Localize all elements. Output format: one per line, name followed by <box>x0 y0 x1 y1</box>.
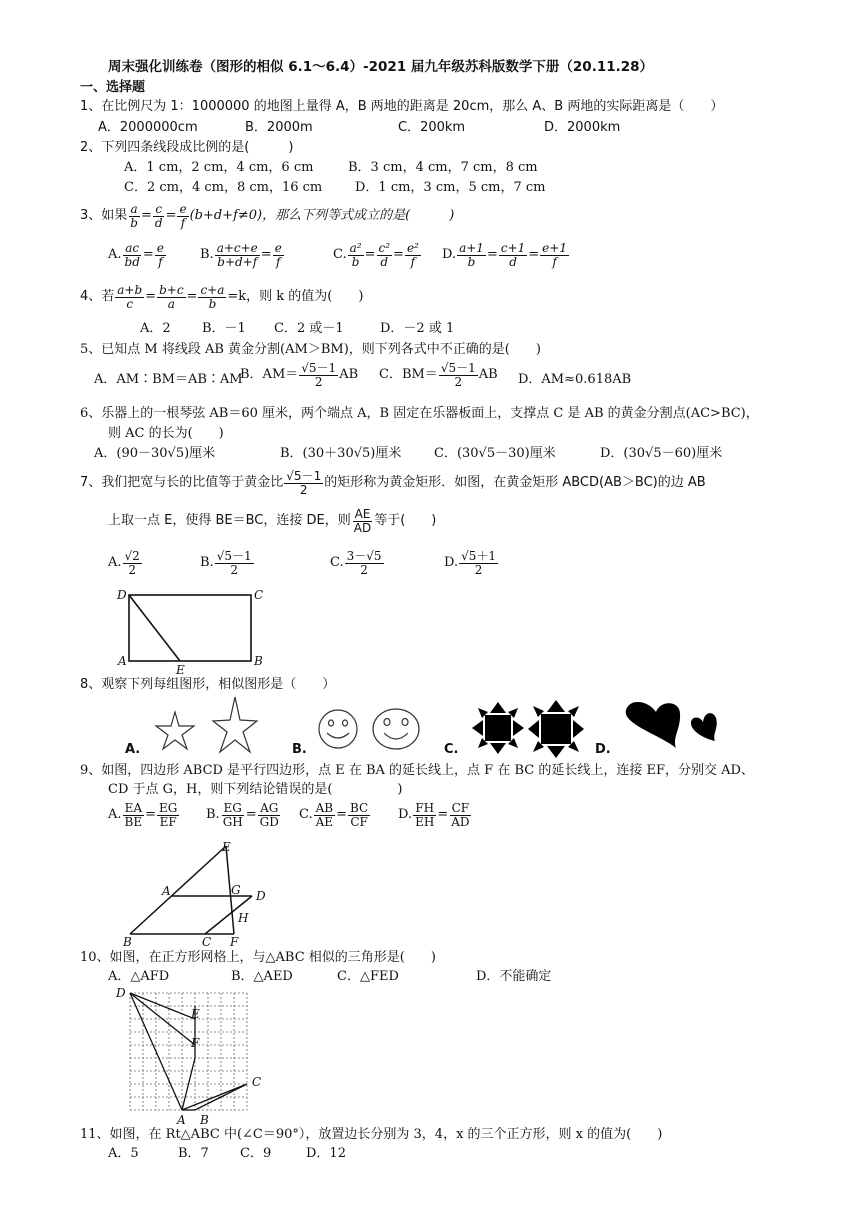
q9-label-e: E <box>222 840 231 854</box>
q3-fraction-c-d: $\frac{c}{d}$ <box>154 202 163 230</box>
q5-option-b-prefix: B．AM＝ <box>240 366 299 382</box>
q7-option-d[interactable]: D. $\frac{√5+1}{2}$ <box>444 549 497 577</box>
q7-stem-line2: 上取一点 E，使得 BE＝BC，连接 DE，则 $\frac{AE}{AD}$ 等于( ) <box>108 507 437 535</box>
q2-option-b[interactable]: B．3 cm，4 cm，7 cm，8 cm <box>348 160 538 175</box>
q3-option-c-label: C. <box>333 246 347 262</box>
q9-option-a[interactable]: A. $\frac{EA}{BE}$ = $\frac{EG}{EF}$ <box>108 801 178 829</box>
q10-label-a: A <box>177 1113 186 1127</box>
q9-option-b-label: B. <box>206 806 220 822</box>
q9-label-f: F <box>230 935 239 949</box>
q2-stem: 2、下列四条线段成比例的是( ) <box>80 140 294 155</box>
q11-option-d[interactable]: D．12 <box>306 1146 346 1161</box>
q7-option-d-label: D. <box>444 554 459 570</box>
q5-option-c-prefix: C．BM＝ <box>379 366 438 382</box>
q11-stem: 11、如图，在 Rt△ABC 中(∠C＝90°），放置边长分别为 3，4，x 的三个正方形，则 x 的值为( ) <box>80 1127 663 1142</box>
q3-option-c[interactable]: C. $\frac{\text{a²}}{b}$ = $\frac{\text{c²}}{d}$ = $\frac{\text{e²}}{f}$ <box>333 241 419 269</box>
q3-fraction-e-f: $\frac{e}{f}$ <box>179 202 187 230</box>
q3-option-b[interactable]: B. $\frac{a+c+e}{b+d+f}$ = $\frac{e}{f}$ <box>200 241 282 269</box>
q5-stem: 5、已知点 M 将线段 AB 黄金分割(AM＞BM)，则下列各式中不正确的是( ) <box>80 342 541 357</box>
q7-label-a: A <box>118 654 127 668</box>
q4-option-b[interactable]: B．－1 <box>202 321 246 336</box>
q9-label-h: H <box>238 911 249 925</box>
q10-option-a[interactable]: A．△AFD <box>108 969 170 984</box>
q6-option-b[interactable]: B．(30＋30√5)厘米 <box>280 446 402 461</box>
q7-option-b-label: B. <box>200 554 214 570</box>
q7-label-c: C <box>254 588 264 602</box>
page-title: 周末强化训练卷（图形的相似 6.1～6.4）-2021 届九年级苏科版数学下册（20.11.28） <box>108 59 654 75</box>
q2-option-d[interactable]: D．1 cm，3 cm，5 cm，7 cm <box>355 180 546 195</box>
q4-prefix: 4、若 <box>80 288 115 304</box>
q9-label-a: A <box>162 884 171 898</box>
q4-option-a[interactable]: A．2 <box>140 321 171 336</box>
q2-option-a[interactable]: A．1 cm，2 cm，4 cm，6 cm <box>124 160 314 175</box>
q11-option-b[interactable]: B．7 <box>178 1146 209 1161</box>
q9-option-b[interactable]: B. $\frac{EG}{GH}$ = $\frac{AG}{GD}$ <box>206 801 279 829</box>
q10-label-e: E <box>191 1007 200 1021</box>
q8-option-b[interactable]: B. <box>292 742 307 757</box>
q3-condition: (b+d+f≠0)，那么下列等式成立的是( ) <box>189 207 455 223</box>
q8-option-a[interactable]: A. <box>125 742 141 757</box>
q5-option-d[interactable]: D．AM≈0.618AB <box>518 372 632 387</box>
q11-option-c[interactable]: C．9 <box>240 1146 272 1161</box>
q9-label-b: B <box>123 935 132 949</box>
q4-suffix: =k，则 k 的值为( ) <box>227 288 364 304</box>
q9-stem-line1: 9、如图，四边形 ABCD 是平行四边形，点 E 在 BA 的延长线上，点 F 在 BC 的延长线上，连接 EF，分别交 AD、 <box>80 763 754 778</box>
q4-option-c[interactable]: C．2 或－1 <box>274 321 344 336</box>
q6-option-d[interactable]: D．(30√5－60)厘米 <box>600 446 723 461</box>
q3-option-d[interactable]: D. $\frac{a+1}{b}$ = $\frac{c+1}{d}$ = $\frac{e+1}{f}$ <box>442 241 567 269</box>
q8-stem: 8、观察下列每组图形，相似图形是（ ） <box>80 677 336 692</box>
q8-option-d[interactable]: D. <box>595 742 611 757</box>
q7-line2-suffix: 等于( ) <box>374 512 437 528</box>
q8-option-c[interactable]: C. <box>444 742 459 757</box>
q10-label-c: C <box>252 1075 262 1089</box>
q10-option-d[interactable]: D．不能确定 <box>476 969 552 984</box>
q10-label-b: B <box>200 1113 209 1127</box>
q7-line1-prefix: 7、我们把宽与长的比值等于黄金比 <box>80 474 284 490</box>
q6-stem-line2: 则 AC 的长为( ) <box>108 426 224 441</box>
q1-stem: 1、在比例尺为 1：1000000 的地图上量得 A，B 两地的距离是 20cm，那么 A、B 两地的实际距离是（ ） <box>80 99 724 114</box>
q9-label-d: D <box>256 889 266 903</box>
q5-option-c[interactable]: C．BM＝ $\frac{√5-1}{2}$ AB <box>379 361 498 389</box>
q9-label-c: C <box>202 935 212 949</box>
q10-label-d: D <box>116 986 126 1000</box>
q1-option-c[interactable]: C．200km <box>398 120 466 135</box>
q7-stem-line1: 7、我们把宽与长的比值等于黄金比 $\frac{√5-1}{2}$ 的矩形称为黄金矩形．如图，在黄金矩形 ABCD(AB＞BC)的边 AB <box>80 469 706 497</box>
q7-line1-suffix: 的矩形称为黄金矩形．如图，在黄金矩形 ABCD(AB＞BC)的边 AB <box>324 474 706 490</box>
q7-label-e: E <box>176 663 185 677</box>
q1-option-a[interactable]: A．2000000cm <box>98 120 198 135</box>
q7-option-c[interactable]: C. $\frac{3-√5}{2}$ <box>330 549 382 577</box>
q11-option-a[interactable]: A．5 <box>108 1146 139 1161</box>
q3-option-a-label: A. <box>108 246 122 262</box>
q10-option-c[interactable]: C．△FED <box>337 969 399 984</box>
q3-fraction-a-b: $\frac{a}{b}$ <box>130 202 138 230</box>
q7-line2-prefix: 上取一点 E，使得 BE＝BC，连接 DE，则 <box>108 512 351 528</box>
q4-option-d[interactable]: D．－2 或 1 <box>380 321 455 336</box>
q7-label-d: D <box>117 588 127 602</box>
q6-stem-line1: 6、乐器上的一根琴弦 AB＝60 厘米，两个端点 A，B 固定在乐器板面上，支撑点 C 是 AB 的黄金分割点(AC>BC)， <box>80 406 759 421</box>
q5-option-a[interactable]: A．AM∶BM＝AB∶AM <box>94 372 243 387</box>
q9-stem-line2: CD 于点 G，H，则下列结论错误的是( ) <box>108 782 403 797</box>
q3-option-d-label: D. <box>442 246 457 262</box>
q6-option-a[interactable]: A．(90－30√5)厘米 <box>94 446 216 461</box>
q9-option-c-label: C. <box>299 806 313 822</box>
q5-option-b[interactable]: B．AM＝ $\frac{√5-1}{2}$ AB <box>240 361 359 389</box>
q9-option-c[interactable]: C. $\frac{AB}{AE}$ = $\frac{BC}{CF}$ <box>299 801 369 829</box>
q9-option-a-label: A. <box>108 806 122 822</box>
q6-option-c[interactable]: C．(30√5－30)厘米 <box>434 446 556 461</box>
q7-option-a[interactable]: A. $\frac{√2}{2}$ <box>108 549 140 577</box>
q9-label-g: G <box>231 883 241 897</box>
q5-option-b-suffix: AB <box>339 366 359 382</box>
q1-option-b[interactable]: B．2000m <box>245 120 313 135</box>
q7-label-b: B <box>254 654 263 668</box>
q9-option-d[interactable]: D. $\frac{FH}{EH}$ = $\frac{CF}{AD}$ <box>398 801 470 829</box>
q10-stem: 10、如图，在正方形网格上，与△ABC 相似的三角形是( ) <box>80 950 436 965</box>
q3-option-b-label: B. <box>200 246 214 262</box>
q9-option-d-label: D. <box>398 806 413 822</box>
q3-prefix: 3、如果 <box>80 207 128 223</box>
q3-option-a[interactable]: A. $\frac{ac}{bd}$ = $\frac{e}{f}$ <box>108 241 164 269</box>
q10-option-b[interactable]: B．△AED <box>231 969 293 984</box>
q3-stem: 3、如果 $\frac{a}{b}$ = $\frac{c}{d}$ = $\frac{e}{f}$ (b+d+f≠0)，那么下列等式成立的是( ) <box>80 202 455 230</box>
q2-option-c[interactable]: C．2 cm，4 cm，8 cm，16 cm <box>124 180 323 195</box>
q10-label-f: F <box>191 1036 200 1050</box>
q7-option-b[interactable]: B. $\frac{√5-1}{2}$ <box>200 549 252 577</box>
q5-option-c-suffix: AB <box>478 366 498 382</box>
q7-option-c-label: C. <box>330 554 344 570</box>
q4-stem: 4、若 $\frac{a+b}{c}$ = $\frac{b+c}{a}$ = $\frac{c+a}{b}$ =k，则 k 的值为( ) <box>80 283 364 311</box>
q7-option-a-label: A. <box>108 554 122 570</box>
q1-option-d[interactable]: D．2000km <box>544 120 621 135</box>
section-heading: 一、选择题 <box>80 80 146 95</box>
